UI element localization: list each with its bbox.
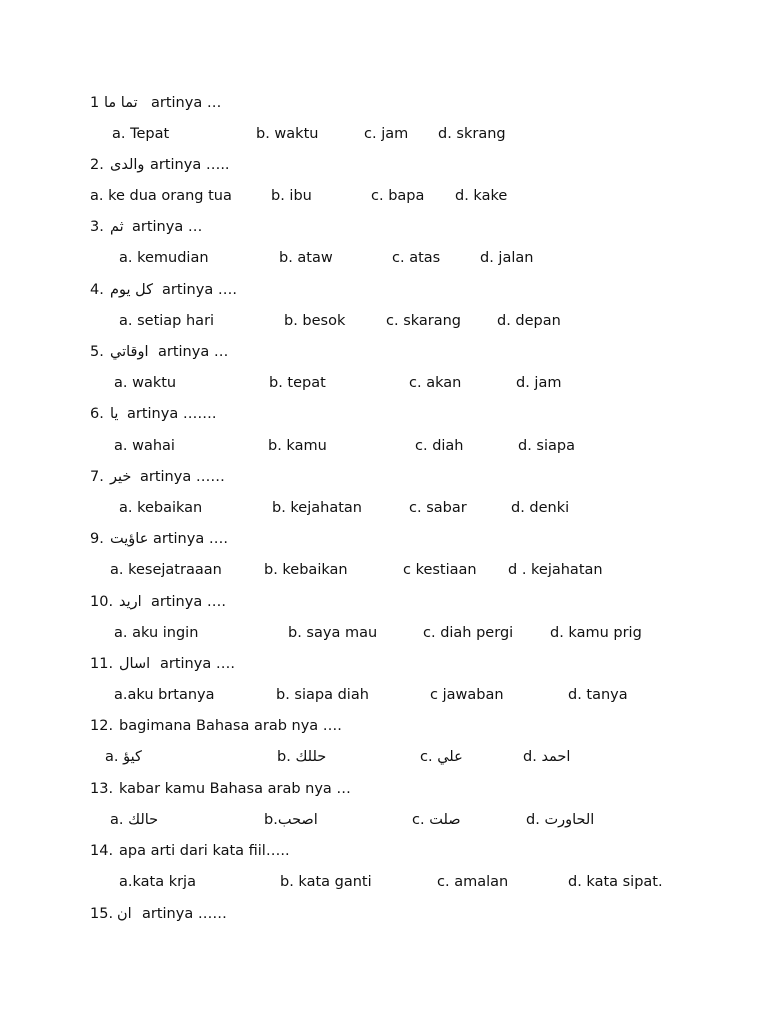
- question-number: 7.: [90, 469, 104, 485]
- question-number: 14.: [90, 843, 114, 859]
- option-b: b. kata ganti: [280, 874, 372, 890]
- option-c: c. jam: [364, 126, 409, 142]
- option-d: d. الحاورت: [526, 812, 595, 828]
- option-b: b. ataw: [279, 250, 333, 266]
- question-text: artinya …..: [150, 157, 230, 173]
- option-d: d. kake: [455, 188, 508, 204]
- option-a: a. aku ingin: [114, 625, 199, 641]
- option-c: c jawaban: [430, 687, 504, 703]
- option-c: c. صلت: [412, 812, 461, 828]
- option-a: a. setiap hari: [119, 313, 215, 329]
- option-a: a. kebaikan: [119, 500, 203, 516]
- option-b: b. kebaikan: [264, 562, 348, 578]
- option-d: d. denki: [511, 500, 570, 516]
- option-d: d. tanya: [568, 687, 628, 703]
- question-arabic: ان: [117, 906, 132, 922]
- option-b: b. kejahatan: [272, 500, 362, 516]
- question-text: bagimana Bahasa arab nya ….: [119, 718, 342, 734]
- option-d: d. احمد: [523, 749, 571, 765]
- option-d: d. skrang: [438, 126, 506, 142]
- option-a: a. حالك: [110, 812, 159, 828]
- question-arabic: كل يوم: [110, 282, 153, 298]
- option-b: b. saya mau: [288, 625, 378, 641]
- option-c: c. skarang: [386, 313, 462, 329]
- option-b: b. siapa diah: [276, 687, 369, 703]
- option-c: c. diah pergi: [423, 625, 514, 641]
- question-text: apa arti dari kata fiil…..: [119, 843, 290, 859]
- question-text: artinya …….: [127, 406, 217, 422]
- question-arabic: اسال: [119, 656, 151, 672]
- question-number: 15.: [90, 906, 114, 922]
- option-a: a. Tepat: [112, 126, 170, 142]
- question-number: 9.: [90, 531, 104, 547]
- option-b: b.اصحب: [264, 812, 318, 828]
- question-arabic: خير: [110, 469, 132, 485]
- question-number: 2.: [90, 157, 104, 173]
- question-number: 10.: [90, 594, 114, 610]
- question-arabic: اوقاتي: [110, 344, 149, 360]
- option-a: a.kata krja: [119, 874, 196, 890]
- question-text: kabar kamu Bahasa arab nya …: [119, 781, 351, 797]
- question-arabic: تما ما: [104, 95, 138, 111]
- option-b: b. ibu: [271, 188, 312, 204]
- option-c: c. diah: [415, 438, 464, 454]
- option-d: d. jalan: [480, 250, 534, 266]
- option-a: a.aku brtanya: [114, 687, 215, 703]
- question-text: artinya ……: [140, 469, 225, 485]
- option-a: a. ke dua orang tua: [90, 188, 232, 204]
- question-text: artinya ….: [153, 531, 228, 547]
- option-d: d. kata sipat.: [568, 874, 663, 890]
- option-d: d. jam: [516, 375, 562, 391]
- question-text: artinya ….: [160, 656, 235, 672]
- option-a: a. كيؤ: [105, 749, 142, 765]
- option-c: c. sabar: [409, 500, 467, 516]
- option-d: d. depan: [497, 313, 561, 329]
- question-number: 3.: [90, 219, 104, 235]
- option-b: b. besok: [284, 313, 346, 329]
- question-number: 5.: [90, 344, 104, 360]
- option-b: b. tepat: [269, 375, 326, 391]
- question-text: artinya ……: [142, 906, 227, 922]
- option-b: b. حللك: [277, 749, 327, 765]
- question-number: 4.: [90, 282, 104, 298]
- question-number: 1: [90, 95, 100, 111]
- option-d: d . kejahatan: [508, 562, 603, 578]
- question-text: artinya ….: [151, 594, 226, 610]
- question-number: 6.: [90, 406, 104, 422]
- option-a: a. kesejatraaan: [110, 562, 222, 578]
- question-number: 12.: [90, 718, 114, 734]
- option-c: c. bapa: [371, 188, 425, 204]
- question-number: 11.: [90, 656, 114, 672]
- question-number: 13.: [90, 781, 114, 797]
- option-c: c. atas: [392, 250, 441, 266]
- question-arabic: والدى: [110, 157, 145, 173]
- option-c: c. amalan: [437, 874, 509, 890]
- question-text: artinya …: [158, 344, 229, 360]
- question-text: artinya …: [132, 219, 203, 235]
- option-a: a. kemudian: [119, 250, 209, 266]
- question-arabic: اريد: [119, 594, 142, 610]
- question-arabic: عاؤيت: [110, 531, 149, 547]
- option-a: a. waktu: [114, 375, 177, 391]
- option-c: c. akan: [409, 375, 462, 391]
- question-text: artinya ….: [162, 282, 237, 298]
- question-arabic: ثم: [110, 219, 124, 235]
- option-d: d. kamu prig: [550, 625, 642, 641]
- option-a: a. wahai: [114, 438, 175, 454]
- option-d: d. siapa: [518, 438, 575, 454]
- question-arabic: يا: [110, 406, 119, 422]
- option-c: c. علي: [420, 749, 463, 765]
- option-b: b. waktu: [256, 126, 319, 142]
- option-c: c kestiaan: [403, 562, 477, 578]
- question-text: artinya …: [151, 95, 222, 111]
- option-b: b. kamu: [268, 438, 327, 454]
